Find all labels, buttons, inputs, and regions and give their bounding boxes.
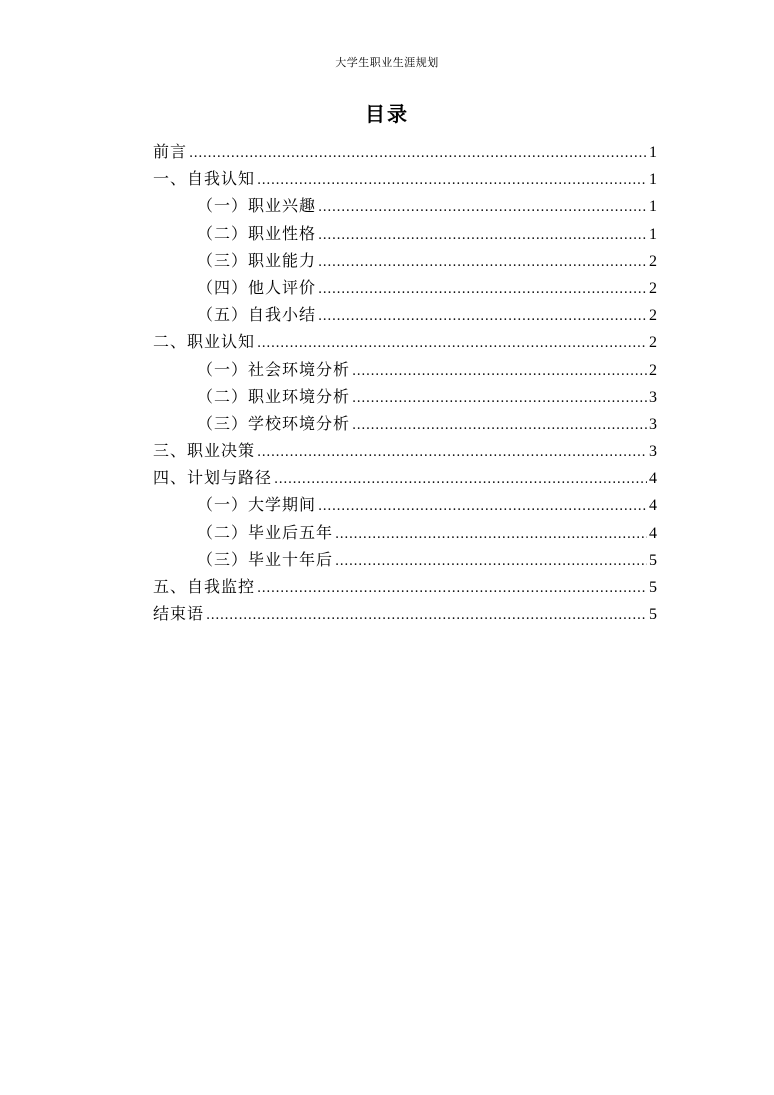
toc-leader-dots — [335, 548, 647, 575]
toc-leader-dots — [189, 140, 647, 167]
toc-entry[interactable] — [153, 600, 657, 627]
toc-entry-page: 5 — [649, 579, 657, 596]
toc-leader-dots — [335, 521, 647, 548]
toc-entry-page: 5 — [649, 551, 657, 569]
toc-entry-label: （三）学校环境分析 — [197, 413, 351, 433]
toc-entry[interactable] — [153, 138, 657, 165]
toc-entry-label: （二）职业性格 — [197, 223, 317, 243]
toc-leader-dots — [257, 439, 647, 466]
toc-list — [153, 138, 657, 627]
toc-entry-page: 1 — [649, 198, 657, 216]
toc-entry-page: 4 — [649, 470, 657, 488]
toc-entry[interactable] — [153, 491, 657, 518]
toc-entry-label: （二）毕业后五年 — [197, 522, 334, 542]
toc-entry-label: 四、计划与路径 — [153, 468, 273, 488]
toc-entry-page: 2 — [649, 307, 657, 325]
toc-entry-page: 1 — [649, 225, 657, 243]
toc-title: 目录 — [365, 102, 409, 126]
toc-leader-dots — [257, 575, 647, 602]
toc-entry-label: （四）他人评价 — [197, 277, 317, 297]
toc-entry-label: （三）职业能力 — [197, 250, 317, 270]
toc-entry-label: 前言 — [153, 142, 188, 161]
toc-leader-dots — [257, 167, 647, 194]
toc-entry[interactable] — [153, 301, 657, 328]
toc-entry[interactable] — [153, 573, 657, 600]
toc-entry-page: 5 — [649, 606, 657, 624]
toc-entry[interactable] — [153, 464, 657, 491]
toc-entry[interactable] — [153, 247, 657, 274]
toc-entry[interactable] — [153, 192, 657, 219]
toc-entry-label: （三）毕业十年后 — [197, 549, 334, 569]
toc-entry-label: 五、自我监控 — [153, 577, 256, 596]
toc-entry-label: 一、自我认知 — [153, 169, 256, 189]
toc-entry-page: 3 — [649, 388, 657, 406]
toc-entry[interactable] — [153, 410, 657, 437]
toc-entry-label: （一）社会环境分析 — [197, 359, 351, 379]
toc-entry[interactable] — [153, 437, 657, 464]
toc-leader-dots — [257, 330, 647, 357]
toc-leader-dots — [274, 466, 647, 493]
toc-entry-page: 2 — [649, 279, 657, 297]
toc-leader-dots — [318, 493, 647, 520]
running-header: 大学生职业生涯规划 — [335, 56, 439, 69]
toc-entry-label: （二）职业环境分析 — [197, 386, 351, 406]
toc-entry-page: 4 — [649, 524, 657, 542]
toc-leader-dots — [318, 249, 647, 276]
toc-entry-page: 1 — [649, 144, 657, 161]
toc-leader-dots — [318, 222, 647, 249]
toc-leader-dots — [352, 358, 647, 385]
toc-entry-page: 4 — [649, 497, 657, 515]
toc-entry-label: 三、职业决策 — [153, 441, 256, 461]
toc-leader-dots — [318, 303, 647, 330]
toc-entry-page: 2 — [649, 252, 657, 270]
toc-entry-page: 2 — [649, 334, 657, 352]
toc-entry[interactable] — [153, 519, 657, 546]
toc-entry-page: 3 — [649, 443, 657, 461]
toc-leader-dots — [318, 194, 647, 221]
toc-leader-dots — [352, 412, 647, 439]
toc-entry[interactable] — [153, 328, 657, 355]
toc-entry-page: 2 — [649, 361, 657, 379]
toc-entry-label: 二、职业认知 — [153, 332, 256, 352]
toc-leader-dots — [352, 385, 647, 412]
toc-entry-label: （一）职业兴趣 — [197, 196, 317, 216]
toc-entry[interactable] — [153, 165, 657, 192]
toc-entry-label: （五）自我小结 — [197, 305, 317, 325]
toc-entry-label: 结束语 — [153, 604, 205, 624]
toc-entry-label: （一）大学期间 — [197, 495, 317, 515]
toc-entry[interactable] — [153, 546, 657, 573]
toc-entry[interactable] — [153, 383, 657, 410]
toc-entry[interactable] — [153, 220, 657, 247]
toc-leader-dots — [206, 602, 647, 629]
toc-entry-page: 3 — [649, 415, 657, 433]
toc-entry[interactable] — [153, 356, 657, 383]
toc-leader-dots — [318, 276, 647, 303]
toc-entry-page: 1 — [649, 171, 657, 189]
toc-entry[interactable] — [153, 274, 657, 301]
